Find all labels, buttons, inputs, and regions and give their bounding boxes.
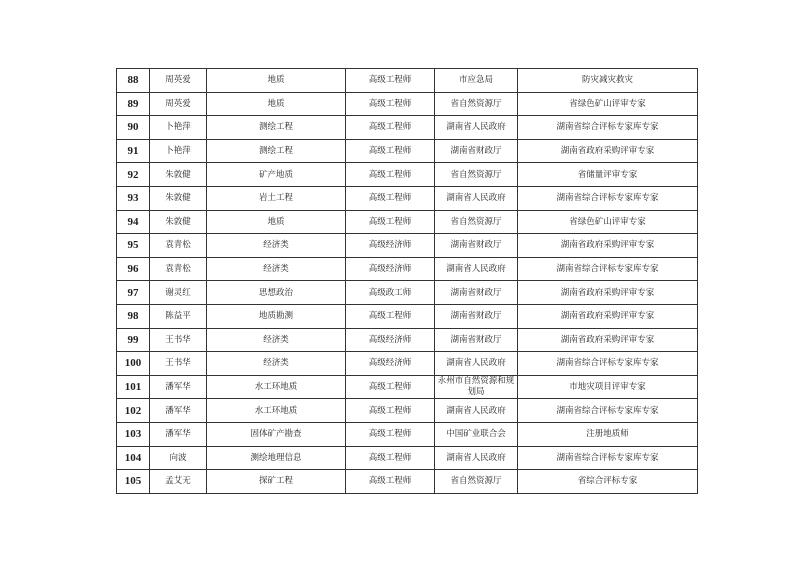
table-row: [117, 186, 698, 210]
cell-organization: 湖南省财政厅: [435, 328, 518, 352]
cell-role: 湖南省综合评标专家库专家: [518, 352, 698, 376]
cell-name: 陈益平: [150, 304, 207, 328]
table-row: [117, 92, 698, 116]
table-row: [117, 163, 698, 187]
cell-role: 市地灾项目评审专家: [518, 375, 698, 399]
cell-number: 91: [117, 139, 150, 163]
cell-title: 高级工程师: [346, 422, 435, 446]
cell-title: 高级经济师: [346, 257, 435, 281]
cell-title: 高级工程师: [346, 304, 435, 328]
cell-field: 地质勘测: [207, 304, 346, 328]
cell-number: 96: [117, 257, 150, 281]
table-row: [117, 470, 698, 494]
cell-organization: 省自然资源厅: [435, 163, 518, 187]
cell-title: 高级工程师: [346, 210, 435, 234]
cell-role: 湖南省政府采购评审专家: [518, 139, 698, 163]
cell-title: 高级政工师: [346, 281, 435, 305]
cell-field: 地质: [207, 69, 346, 93]
table-row: [117, 422, 698, 446]
cell-role: 湖南省综合评标专家库专家: [518, 399, 698, 423]
cell-title: 高级工程师: [346, 163, 435, 187]
cell-name: 王书华: [150, 352, 207, 376]
cell-role: 省综合评标专家: [518, 470, 698, 494]
cell-field: 岩土工程: [207, 186, 346, 210]
table-row: [117, 210, 698, 234]
cell-organization: 中国矿业联合会: [435, 422, 518, 446]
cell-organization: 湖南省人民政府: [435, 399, 518, 423]
cell-role: 湖南省政府采购评审专家: [518, 281, 698, 305]
cell-field: 地质: [207, 92, 346, 116]
table-row: [117, 399, 698, 423]
cell-organization: 湖南省财政厅: [435, 234, 518, 258]
table-row: [117, 257, 698, 281]
cell-title: 高级工程师: [346, 446, 435, 470]
cell-name: 孟艾无: [150, 470, 207, 494]
table-body: [117, 69, 698, 494]
cell-role: 湖南省政府采购评审专家: [518, 234, 698, 258]
cell-role: 湖南省综合评标专家库专家: [518, 116, 698, 140]
cell-organization: 省自然资源厅: [435, 210, 518, 234]
cell-number: 89: [117, 92, 150, 116]
cell-field: 矿产地质: [207, 163, 346, 187]
cell-number: 100: [117, 352, 150, 376]
cell-number: 102: [117, 399, 150, 423]
cell-role: 湖南省政府采购评审专家: [518, 304, 698, 328]
cell-name: 朱敦健: [150, 163, 207, 187]
cell-field: 水工环地质: [207, 375, 346, 399]
cell-number: 99: [117, 328, 150, 352]
cell-name: 王书华: [150, 328, 207, 352]
cell-name: 周英爱: [150, 69, 207, 93]
cell-number: 97: [117, 281, 150, 305]
cell-number: 92: [117, 163, 150, 187]
cell-name: 朱敦健: [150, 186, 207, 210]
table-row: [117, 69, 698, 93]
cell-number: 104: [117, 446, 150, 470]
table-row: [117, 281, 698, 305]
cell-field: 地质: [207, 210, 346, 234]
cell-number: 95: [117, 234, 150, 258]
cell-role: 湖南省政府采购评审专家: [518, 328, 698, 352]
cell-title: 高级工程师: [346, 92, 435, 116]
cell-name: 向波: [150, 446, 207, 470]
cell-organization: 湖南省财政厅: [435, 281, 518, 305]
cell-organization: 湖南省财政厅: [435, 139, 518, 163]
cell-name: 潘军华: [150, 422, 207, 446]
cell-field: 经济类: [207, 352, 346, 376]
cell-title: 高级工程师: [346, 470, 435, 494]
table-row: [117, 116, 698, 140]
cell-number: 90: [117, 116, 150, 140]
cell-organization: 湖南省人民政府: [435, 257, 518, 281]
table-row: [117, 446, 698, 470]
cell-organization: 永州市自然资源和规划局: [435, 375, 518, 399]
cell-number: 98: [117, 304, 150, 328]
cell-number: 101: [117, 375, 150, 399]
cell-role: 省储量评审专家: [518, 163, 698, 187]
cell-title: 高级工程师: [346, 116, 435, 140]
cell-number: 103: [117, 422, 150, 446]
cell-field: 测绘地理信息: [207, 446, 346, 470]
cell-organization: 湖南省人民政府: [435, 186, 518, 210]
cell-role: 省绿色矿山评审专家: [518, 210, 698, 234]
cell-name: 谢灵红: [150, 281, 207, 305]
cell-title: 高级工程师: [346, 399, 435, 423]
cell-name: 潘军华: [150, 375, 207, 399]
cell-title: 高级工程师: [346, 186, 435, 210]
cell-name: 袁青松: [150, 234, 207, 258]
cell-title: 高级经济师: [346, 352, 435, 376]
table-row: [117, 139, 698, 163]
cell-field: 测绘工程: [207, 116, 346, 140]
cell-field: 经济类: [207, 257, 346, 281]
cell-field: 经济类: [207, 234, 346, 258]
cell-number: 105: [117, 470, 150, 494]
cell-organization: 市应急局: [435, 69, 518, 93]
cell-organization: 省自然资源厅: [435, 470, 518, 494]
cell-organization: 湖南省人民政府: [435, 352, 518, 376]
cell-title: 高级经济师: [346, 234, 435, 258]
cell-field: 测绘工程: [207, 139, 346, 163]
cell-field: 经济类: [207, 328, 346, 352]
cell-name: 卜艳萍: [150, 116, 207, 140]
table-row: [117, 375, 698, 399]
cell-title: 高级工程师: [346, 69, 435, 93]
cell-role: 湖南省综合评标专家库专家: [518, 446, 698, 470]
cell-role: 注册地质师: [518, 422, 698, 446]
cell-name: 袁青松: [150, 257, 207, 281]
cell-organization: 湖南省人民政府: [435, 116, 518, 140]
cell-organization: 省自然资源厅: [435, 92, 518, 116]
cell-field: 水工环地质: [207, 399, 346, 423]
cell-number: 93: [117, 186, 150, 210]
table-row: [117, 304, 698, 328]
cell-role: 省绿色矿山评审专家: [518, 92, 698, 116]
cell-role: 湖南省综合评标专家库专家: [518, 257, 698, 281]
table-row: [117, 328, 698, 352]
cell-title: 高级经济师: [346, 328, 435, 352]
cell-field: 固体矿产勘查: [207, 422, 346, 446]
table-row: [117, 234, 698, 258]
cell-title: 高级工程师: [346, 375, 435, 399]
cell-name: 卜艳萍: [150, 139, 207, 163]
cell-name: 朱敦健: [150, 210, 207, 234]
expert-roster-table: [116, 68, 698, 494]
cell-field: 探矿工程: [207, 470, 346, 494]
cell-organization: 湖南省人民政府: [435, 446, 518, 470]
cell-field: 思想政治: [207, 281, 346, 305]
cell-organization: 湖南省财政厅: [435, 304, 518, 328]
cell-name: 潘军华: [150, 399, 207, 423]
cell-number: 94: [117, 210, 150, 234]
cell-name: 周英爱: [150, 92, 207, 116]
table-row: [117, 352, 698, 376]
cell-role: 防灾减灾救灾: [518, 69, 698, 93]
cell-role: 湖南省综合评标专家库专家: [518, 186, 698, 210]
cell-number: 88: [117, 69, 150, 93]
cell-title: 高级工程师: [346, 139, 435, 163]
